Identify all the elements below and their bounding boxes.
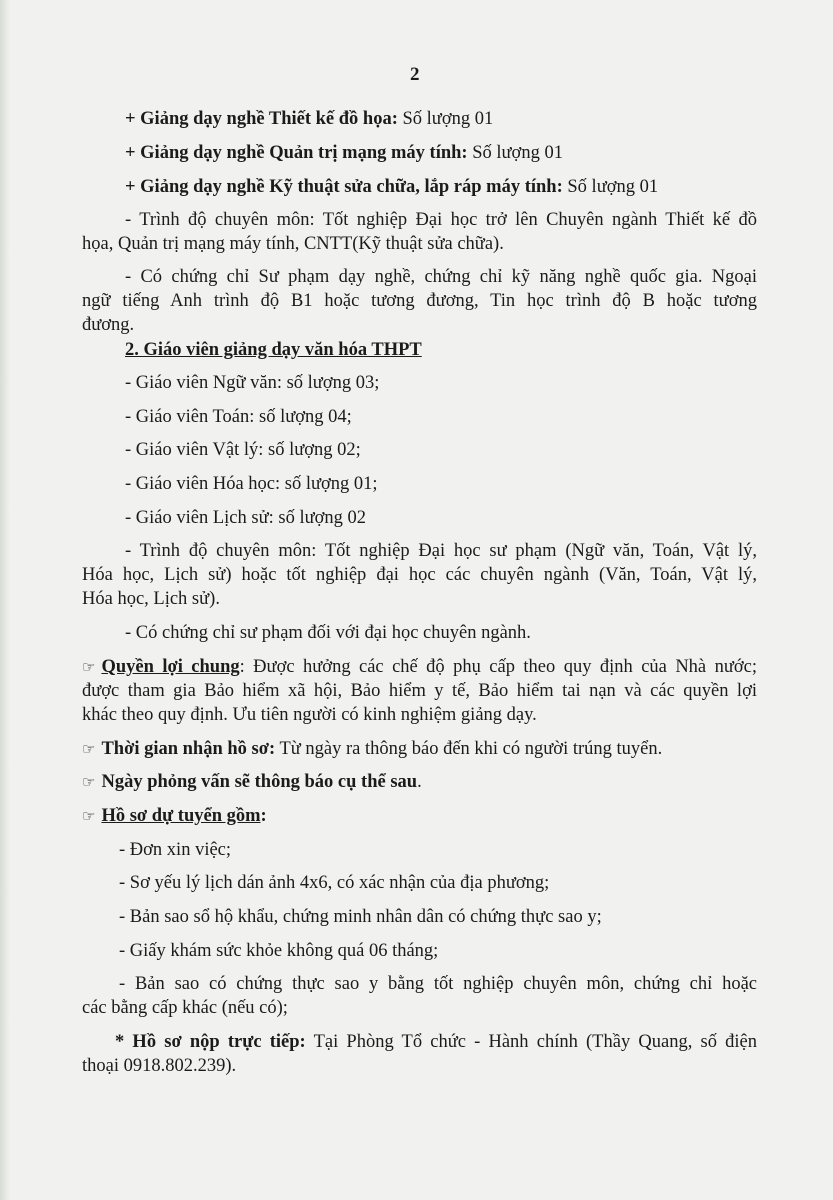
qualification-1-line-1: - Trình độ chuyên môn: Tốt nghiệp Đại học trở lên Chuyên ngành Thiết kế đồ [125,210,757,230]
teacher-item-chemistry: - Giáo viên Hóa học: số lượng 01; [125,474,378,494]
submit-text: Tại Phòng Tổ chức - Hành chính (Thầy Quang, số điện [305,1032,757,1052]
receive-time-label: Thời gian nhận hồ sơ: [101,739,276,759]
interview-text: Ngày phỏng vấn sẽ thông báo cụ thể sau [101,772,418,792]
dossier-heading [82,804,267,829]
recruit-line-computer-repair [125,175,658,199]
recruit-value: Số lượng 01 [397,109,494,129]
certificate-2: - Có chứng chỉ sư phạm đối với đại học chuyên ngành. [125,623,531,643]
submit-line-2: thoại 0918.802.239). [82,1056,237,1076]
benefits-text: : Được hưởng các chế độ phụ cấp theo quy định của Nhà nước; [239,657,757,677]
dossier-label: Hồ sơ dự tuyển gồm [101,806,261,826]
dossier-item-cv: - Sơ yếu lý lịch dán ảnh 4x6, có xác nhận của địa phương; [119,873,550,893]
receive-time-line [82,737,662,762]
recruit-prefix: + Giảng dạy nghề Kỹ thuật sửa chữa, lắp ráp máy tính: [125,177,563,197]
certificate-1-line-2: ngữ tiếng Anh trình độ B1 hoặc tương đương, Tin học trình độ B hoặc tương [82,291,757,311]
recruit-prefix: + Giảng dạy nghề Thiết kế đồ họa: [125,109,398,129]
recruit-value: Số lượng 01 [562,177,659,197]
section-2-heading: 2. Giáo viên giảng dạy văn hóa THPT [125,340,422,360]
qualification-2-line-1: - Trình độ chuyên môn: Tốt nghiệp Đại học sư phạm (Ngữ văn, Toán, Vật lý, [125,541,757,561]
dossier-item-degree-line-1: - Bản sao có chứng thực sao y bằng tốt nghiệp chuyên môn, chứng chỉ hoặc [119,974,757,994]
pointing-hand-icon: ☞ [82,742,96,758]
recruit-prefix: + Giảng dạy nghề Quản trị mạng máy tính: [125,143,468,163]
page-number: 2 [410,64,420,85]
recruit-line-graphic-design [125,107,493,131]
benefits-line-3: khác theo quy định. Ưu tiên người có kinh nghiệm giảng dạy. [82,705,537,725]
pointing-hand-icon: ☞ [82,660,96,676]
receive-time-value: Từ ngày ra thông báo đến khi có người trúng tuyển. [275,739,663,759]
dossier-item-degree-line-2: các bằng cấp khác (nếu có); [82,998,288,1018]
interview-line [82,770,422,795]
certificate-1-line-1: - Có chứng chỉ Sư phạm dạy nghề, chứng chỉ kỹ năng nghề quốc gia. Ngoại [125,267,757,287]
dossier-item-health: - Giấy khám sức khỏe không quá 06 tháng; [119,941,439,961]
pointing-hand-icon: ☞ [82,775,96,791]
qualification-1-line-2: họa, Quản trị mạng máy tính, CNTT(Kỹ thuật sửa chữa). [82,234,504,254]
certificate-1-line-3: đương. [82,315,135,335]
qualification-2-line-3: Hóa học, Lịch sử). [82,589,220,609]
teacher-item-history: - Giáo viên Lịch sử: số lượng 02 [125,508,367,528]
recruit-value: Số lượng 01 [467,143,563,163]
dossier-colon: : [260,806,267,826]
teacher-item-physics: - Giáo viên Vật lý: số lượng 02; [125,440,361,460]
dossier-item-application: - Đơn xin việc; [119,840,232,860]
dossier-item-household-id: - Bản sao sổ hộ khẩu, chứng minh nhân dân có chứng thực sao y; [119,907,602,927]
benefits-label: Quyền lợi chung [101,657,240,677]
scan-edge-shadow [0,0,10,1200]
qualification-2-line-2: Hóa học, Lịch sử) hoặc tốt nghiệp đại học các chuyên ngành (Văn, Toán, Vật lý, [82,565,757,585]
teacher-item-math: - Giáo viên Toán: số lượng 04; [125,407,352,427]
benefits-line-2: được tham gia Bảo hiểm xã hội, Bảo hiểm y tế, Bảo hiểm tai nạn và các quyền lợi [82,681,757,701]
benefits-line-1 [82,655,757,680]
pointing-hand-icon: ☞ [82,809,96,825]
recruit-line-network-admin [125,141,563,165]
interview-period: . [417,772,422,792]
teacher-item-literature: - Giáo viên Ngữ văn: số lượng 03; [125,373,380,393]
submit-line-1 [115,1030,757,1054]
submit-label: * Hồ sơ nộp trực tiếp: [115,1032,306,1052]
